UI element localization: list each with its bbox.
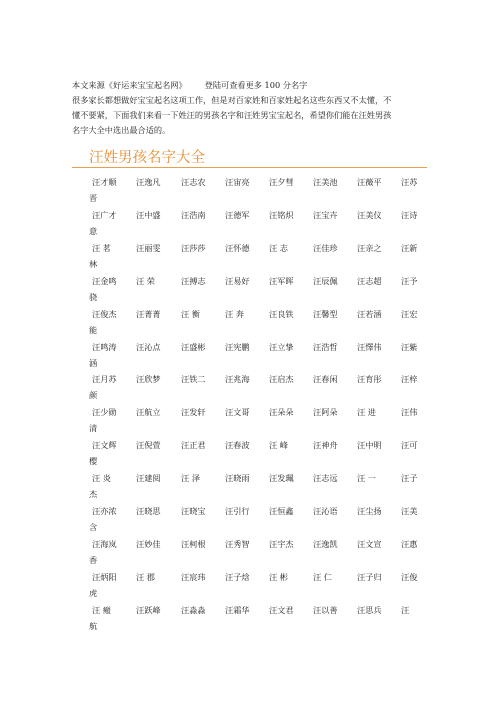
name-cell: 汪馨型 [313,308,338,319]
name-cell: 汪浩南 [181,209,206,220]
name-cell: 汪丽雯 [136,242,161,253]
name-cell: 汪俊杰 [92,308,117,319]
name-cell: 汪懌伟 [357,341,382,352]
name-cell: 汪易好 [225,275,250,286]
name-cell: 汪文宣 [357,538,382,549]
name-cell: 汪子焓 [225,571,250,582]
name-cell: 汪夕彗 [269,177,294,187]
name-cell: 汪广才 [92,209,117,220]
name-cell: 汪思兵 [357,604,382,615]
name-cell: 汪晓宝 [181,506,206,516]
name-cell: 汪以善 [313,604,338,615]
name-cell: 汪恒鑫 [269,506,294,516]
name-cell: 汪德军 [225,209,250,220]
name-cell: 汪育彤 [357,374,382,385]
name-wrap-char: 航 [89,620,98,631]
name-cell: 汪惠 [401,538,418,549]
name-cell: 汪新 [401,242,418,253]
name-cell: 汪跃峰 [136,604,161,615]
name-cell: 汪才顺 [92,177,117,187]
name-cell: 汪阿朵 [313,407,338,418]
name-cell: 汪 峰 [269,440,288,451]
name-cell: 汪宇杰 [269,538,294,549]
name-wrap-char: 清 [89,423,98,434]
name-cell: 汪盛彬 [181,341,206,352]
name-cell: 汪美 [401,506,418,516]
name-wrap-char: 樱 [89,456,98,467]
name-cell: 汪晓雨 [225,473,250,484]
login-note: 登陆可查看更多 100 分名字 [204,80,308,90]
name-cell: 汪秀智 [225,538,250,549]
intro-line: 名字大全中选出最合适的。 [72,125,171,135]
name-cell: 汪宸玮 [181,571,206,582]
name-cell: 汪 炎 [92,473,111,484]
name-cell: 汪发轩 [181,407,206,418]
name-cell: 汪 茗 [92,242,111,253]
name-cell: 汪莎莎 [181,242,206,253]
name-cell: 汪军晖 [269,275,294,286]
name-cell: 汪文君 [269,604,294,615]
name-cell: 汪晓思 [136,506,161,516]
name-wrap-char: 骁 [89,291,98,302]
name-cell: 汪予 [401,275,418,286]
name-cell: 汪可 [401,440,418,451]
name-cell: 汪发珮 [269,473,294,484]
name-wrap-char: 虎 [89,587,98,598]
name-cell: 汪建阅 [136,473,161,484]
name-cell: 汪文哥 [225,407,250,418]
name-cell: 汪宪鹏 [225,341,250,352]
name-cell: 汪 仁 [313,571,332,582]
name-cell: 汪怀德 [225,242,250,253]
source-label: 本文来源《好运来宝宝起名网》 [72,80,187,90]
name-cell: 汪伟 [401,407,418,418]
name-cell: 汪志农 [181,177,206,187]
name-wrap-char: 晋 [89,193,98,203]
name-wrap-char: 含 [89,522,98,532]
name-cell: 汪美池 [313,177,338,187]
name-wrap-char: 意 [89,225,98,236]
name-cell: 汪亦浓 [92,506,117,516]
name-cell: 汪欣梦 [136,374,161,385]
name-cell: 汪兆海 [225,374,250,385]
name-cell: 汪梓 [401,374,418,385]
name-cell: 汪正君 [181,440,206,451]
name-cell: 汪 荣 [136,275,155,286]
name-wrap-char: 杰 [89,489,98,500]
name-cell: 汪立挚 [269,341,294,352]
name-cell: 汪朵朵 [269,407,294,418]
name-cell: 汪霜华 [225,604,250,615]
name-cell: 汪月苏 [92,374,117,385]
name-cell: 汪中盛 [136,209,161,220]
name-cell: 汪苏 [401,177,418,187]
name-cell: 汪妙佳 [136,538,161,549]
name-cell: 汪尘扬 [357,506,382,516]
name-cell: 汪逸凡 [136,177,161,187]
name-cell: 汪 彬 [269,571,288,582]
name-cell: 汪海岚 [92,538,117,549]
name-cell: 汪倪萱 [136,440,161,451]
name-cell: 汪引行 [225,506,250,516]
name-cell: 汪柯根 [181,538,206,549]
intro-line: 懂不要紧，下面我们来看一下姓汪的男孩名字和汪姓男宝宝起名，希望你们能在汪姓男孩 [72,110,392,120]
name-cell: 汪少勋 [92,407,117,418]
name-cell: 汪 志 [269,242,288,253]
name-cell: 汪子归 [357,571,382,582]
name-cell: 汪铁二 [181,374,206,385]
name-cell: 汪沁点 [136,341,161,352]
name-cell: 汪 一 [357,473,376,484]
name-cell: 汪炳阳 [92,571,117,582]
name-cell: 汪诗 [401,209,418,220]
name-cell: 汪 [401,604,410,615]
name-cell: 汪俊 [401,571,418,582]
name-cell: 汪辰佩 [313,275,338,286]
name-wrap-char: 林 [89,258,98,269]
name-cell: 汪 进 [357,407,376,418]
name-cell: 汪子 [401,473,418,484]
name-cell: 汪中明 [357,440,382,451]
section-heading: 汪姓男孩名字大全 [89,150,205,166]
name-cell: 汪文辉 [92,440,117,451]
name-cell: 汪搏志 [181,275,206,286]
name-cell: 汪良铁 [269,308,294,319]
name-cell: 汪鸣涛 [92,341,117,352]
name-cell: 汪启杰 [269,374,294,385]
name-cell: 汪浩哲 [313,341,338,352]
name-wrap-char: 涵 [89,357,98,368]
name-cell: 汪紫 [401,341,418,352]
name-cell: 汪 奔 [225,308,244,319]
name-wrap-char: 香 [89,554,98,565]
name-cell: 汪金鸣 [92,275,117,286]
name-cell: 汪神舟 [313,440,338,451]
name-cell: 汪 泽 [181,473,200,484]
name-cell: 汪菁菁 [136,308,161,319]
name-cell: 汪亲之 [357,242,382,253]
name-cell: 汪逸凯 [313,538,338,549]
name-cell: 汪春波 [225,440,250,451]
name-cell: 汪宏 [401,308,418,319]
name-wrap-char: 颜 [89,390,98,401]
name-cell: 汪淼淼 [181,604,206,615]
name-cell: 汪 衡 [181,308,200,319]
name-cell: 汪沁语 [313,506,338,516]
name-cell: 汪宝卉 [313,209,338,220]
name-cell: 汪佳珍 [313,242,338,253]
name-cell: 汪若涵 [357,308,382,319]
name-wrap-char: 能 [89,324,98,335]
name-cell: 汪志超 [357,275,382,286]
name-cell: 汪 郡 [136,571,155,582]
name-cell: 汪薇平 [357,177,382,187]
name-cell: 汪志远 [313,473,338,484]
name-cell: 汪航立 [136,407,161,418]
name-cell: 汪美仪 [357,209,382,220]
name-cell: 汪 瘢 [92,604,111,615]
name-cell: 汪宙亮 [225,177,250,187]
name-cell: 汪春闲 [313,374,338,385]
intro-line: 很多家长都想做好宝宝起名这项工作，但是对百家姓和百家姓起名这些东西又不太懂，不 [72,95,392,105]
name-cell: 汪铭炽 [269,209,294,220]
